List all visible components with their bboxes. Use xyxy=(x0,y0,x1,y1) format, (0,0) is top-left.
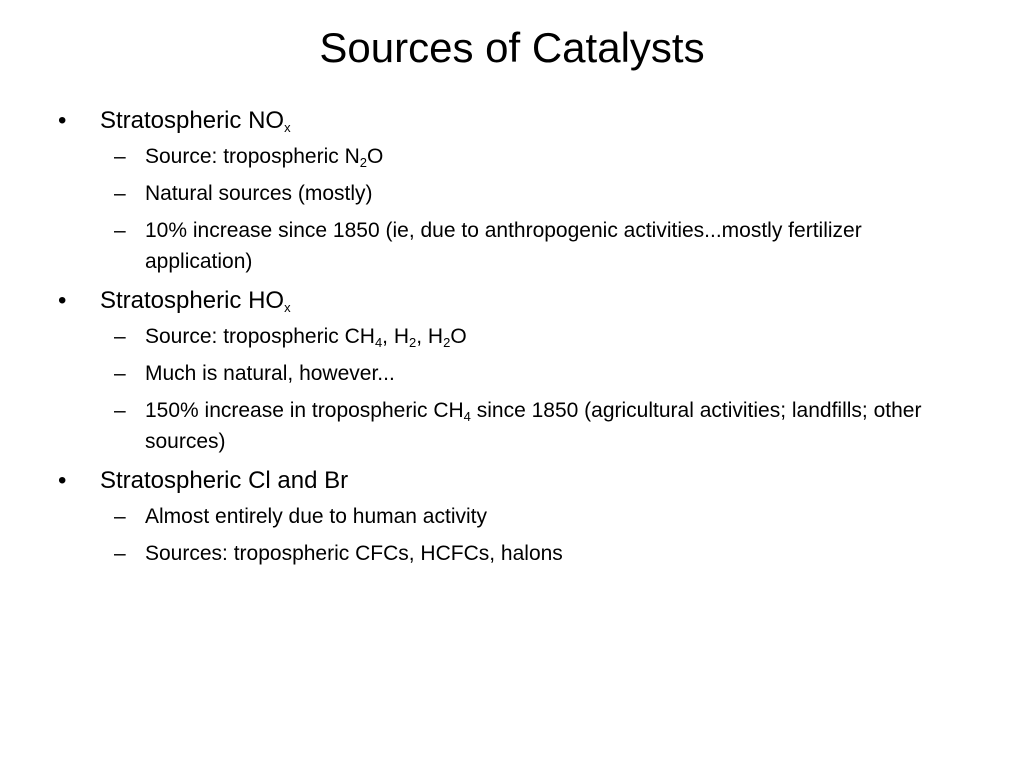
sub-marker: – xyxy=(114,325,126,348)
sub-list xyxy=(58,321,958,457)
bullet-label: Stratospheric Cl and Br xyxy=(100,467,349,494)
subscript: 4 xyxy=(374,335,383,350)
slide-title: Sources of Catalysts xyxy=(319,24,705,71)
sub-list xyxy=(58,501,958,569)
sub-item xyxy=(58,538,925,569)
sub-text: , H xyxy=(382,325,410,348)
sub-item xyxy=(58,395,925,457)
sub-marker: – xyxy=(114,505,126,528)
sub-text: Source: tropospheric N xyxy=(145,145,360,168)
sub-marker: – xyxy=(114,542,126,565)
bullet-item xyxy=(58,463,958,499)
bullet-marker: • xyxy=(58,287,67,314)
sub-marker: – xyxy=(114,145,126,168)
bullet-item xyxy=(58,103,958,139)
sub-text: , H xyxy=(416,325,444,348)
subscript: 2 xyxy=(443,335,451,350)
sub-text: O xyxy=(450,325,467,348)
sub-item xyxy=(58,358,925,389)
sub-marker: – xyxy=(114,182,126,205)
subscript: 2 xyxy=(359,155,368,170)
bullet-list xyxy=(58,100,958,575)
sub-text: O xyxy=(367,145,384,168)
sub-marker: – xyxy=(114,362,126,385)
sub-text: Natural sources (mostly) xyxy=(145,182,373,205)
sub-text: since 1850 (agricultural activities; landfills; other sources) xyxy=(145,399,922,453)
bullet-marker: • xyxy=(58,107,67,134)
sub-text: 10% increase since 1850 (ie, due to anthropogenic activities...mostly fertilizer application) xyxy=(145,219,862,273)
sub-item xyxy=(58,141,925,172)
bullet-label-subscript: x xyxy=(284,120,291,135)
sub-item xyxy=(58,215,925,277)
sub-text: Almost entirely due to human activity xyxy=(145,505,487,528)
bullet-item xyxy=(58,283,958,319)
bullet-label: Stratospheric NO xyxy=(100,107,285,134)
bullet-marker: • xyxy=(58,467,67,494)
sub-item xyxy=(58,178,925,209)
subscript: 2 xyxy=(409,335,417,350)
sub-item xyxy=(58,321,925,352)
bullet-label: Stratospheric HO xyxy=(100,287,285,314)
sub-list xyxy=(58,141,958,277)
sub-marker: – xyxy=(114,219,126,242)
sub-item xyxy=(58,501,925,532)
sub-text: Much is natural, however... xyxy=(145,362,395,385)
sub-text: 150% increase in tropospheric CH xyxy=(145,399,464,422)
sub-marker: – xyxy=(114,399,126,422)
sub-text: Sources: tropospheric CFCs, HCFCs, halons xyxy=(145,542,563,565)
bullet-label-subscript: x xyxy=(284,300,291,315)
subscript: 4 xyxy=(463,409,471,424)
sub-text: Source: tropospheric CH xyxy=(145,325,375,348)
